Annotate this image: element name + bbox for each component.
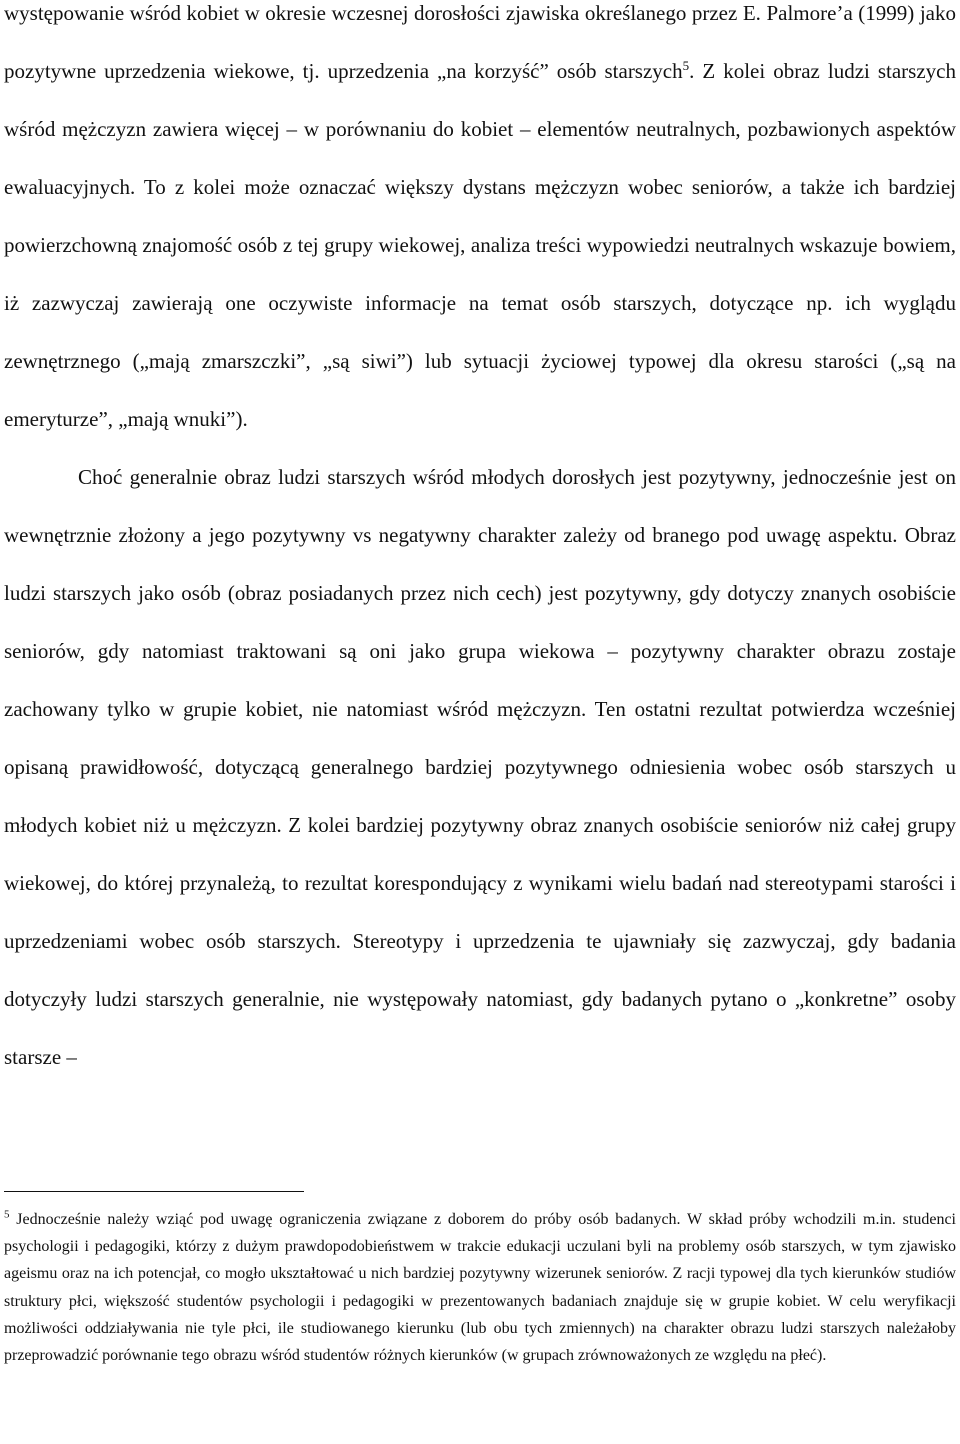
- paragraph-1-text-start: występowanie wśród kobiet w okresie wczesnej dorosłości zjawiska określanego przez E. Palmore’a (1999) jako pozytywne uprzedzenia wiekowe, tj. uprzedzenia „na korzyść” osób starszych: [4, 1, 956, 83]
- paragraph-1: [4, 0, 956, 448]
- footnote-reference-5[interactable]: 5: [682, 58, 690, 73]
- footnote-marker: 5: [4, 1208, 10, 1221]
- footnote-separator: [4, 1191, 304, 1192]
- paragraph-2: Choć generalnie obraz ludzi starszych wśród młodych dorosłych jest pozytywny, jednocześnie jest on wewnętrznie złożony a jego pozytywny vs negatywny charakter zależy od branego pod uwagę aspektu. Obraz ludzi starszych jako osób (obraz posiadanych przez nich cech) jest pozytywny, gdy dotyczy znanych osobiście seniorów, gdy natomiast traktowani są oni jako grupa wiekowa – pozytywny charakter obrazu zostaje zachowany tylko w grupie kobiet, nie natomiast wśród mężczyzn. Ten ostatni rezultat potwierdza wcześniej opisaną prawidłowość, dotyczącą generalnego bardziej pozytywnego odniesienia wobec osób starszych u młodych kobiet niż u mężczyzn. Z kolei bardziej pozytywny obraz znanych osobiście seniorów niż całej grupy wiekowej, do której przynależą, to rezultat korespondujący z wynikami wielu badań nad stereotypami starości i uprzedzeniami wobec osób starszych. Stereotypy i uprzedzenia te ujawniały się zazwyczaj, gdy badania dotyczyły ludzi starszych generalnie, nie występowały natomiast, gdy badanych pytano o „konkretne” osoby starsze –: [4, 465, 956, 1069]
- footnote-5: [4, 1206, 956, 1369]
- footnote-text: Jednocześnie należy wziąć pod uwagę ograniczenia związane z doborem do próby osób badanych. W skład próby wchodzili m.in. studenci psychologii i pedagogiki, którzy z dużym prawdopodobieństwem w trakcie edukacji uczulani byli na problemy osób starszych, w tym zjawisko ageismu oraz na ich potencjał, co mogło ukształtować u nich bardziej pozytywny wizerunek seniorów. Z racji typowej dla tych kierunków studiów struktury płci, większość studentów psychologii i pedagogiki w prezentowanych badaniach znajduje się w grupie kobiet. W celu weryfikacji możliwości oddziaływania nie tyle płci, ile studiowanego kierunku (lub obu tych zmiennych) na charakter obrazu ludzi starszych należałoby przeprowadzić porównanie tego obrazu wśród studentów różnych kierunków (w grupach zrównoważonych ze względu na płeć).: [4, 1211, 956, 1365]
- paragraph-1-text-end: . Z kolei obraz ludzi starszych wśród mężczyzn zawiera więcej – w porównaniu do kobiet – elementów neutralnych, pozbawionych aspektów ewaluacyjnych. To z kolei może oznaczać większy dystans mężczyzn wobec seniorów, a także ich bardziej powierzchowną znajomość osób z tej grupy wiekowej, analiza treści wypowiedzi neutralnych wskazuje bowiem, iż zazwyczaj zawierają one oczywiste informacje na temat osób starszych, dotyczące np. ich wyglądu zewnętrznego („mają zmarszczki”, „są siwi”) lub sytuacji życiowej typowej dla okresu starości („są na emeryturze”, „mają wnuki”).: [4, 59, 956, 431]
